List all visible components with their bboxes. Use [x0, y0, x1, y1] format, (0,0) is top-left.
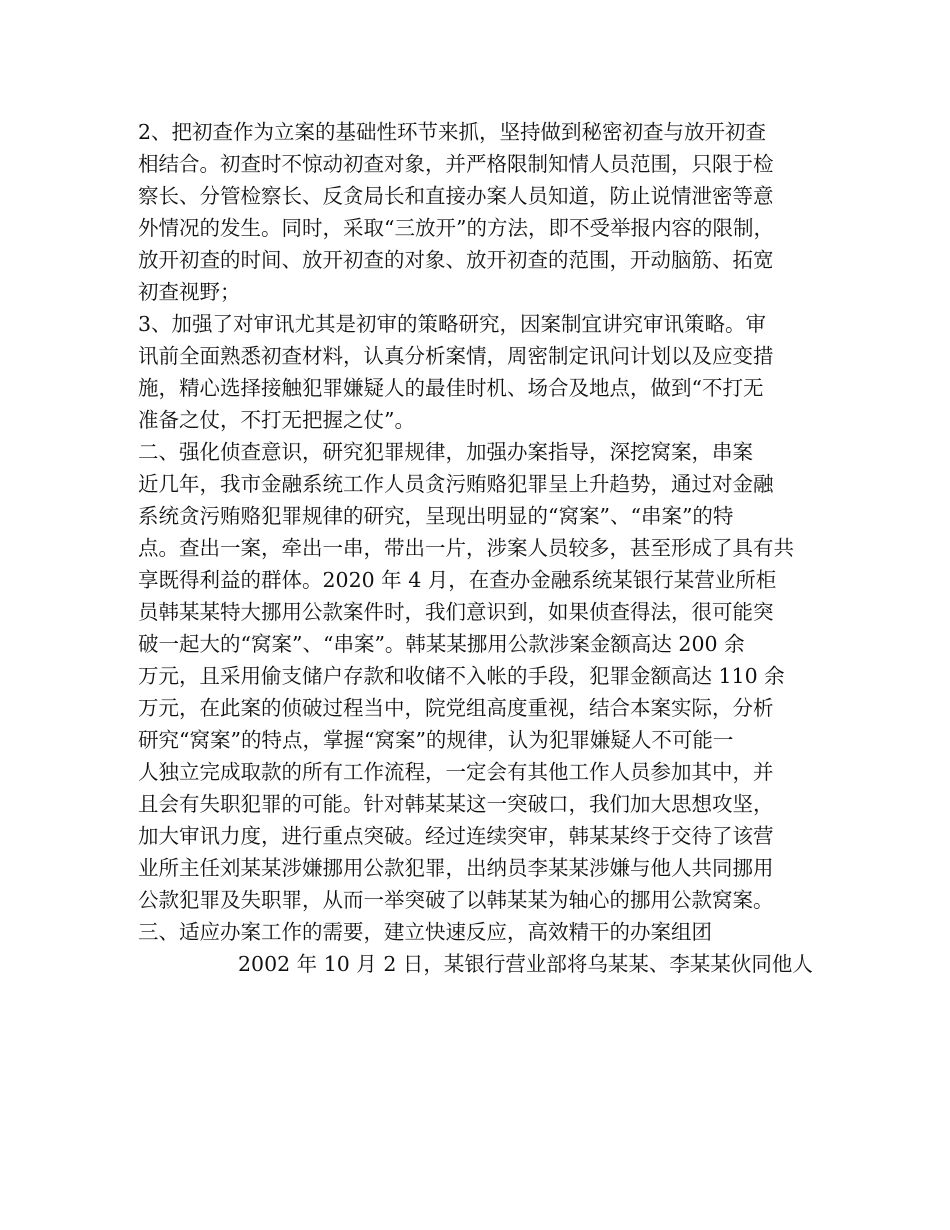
paragraph-line: 3、加强了对审讯尤其是初审的策略研究，因案制宜讲究审讯策略。审: [138, 312, 767, 336]
paragraph-line: 察长、分管检察长、反贪局长和直接办案人员知道，防止说情泄密等意: [138, 184, 774, 208]
paragraph-line: 且会有失职犯罪的可能。针对韩某某这一突破口，我们加大思想攻坚，: [138, 792, 774, 816]
paragraph-line: 点。查出一案，牵出一串，带出一片，涉案人员较多，甚至形成了具有共: [138, 536, 794, 560]
paragraph-line: 放开初查的时间、放开初查的对象、放开初查的范围，开动脑筋、拓宽: [138, 248, 774, 272]
paragraph-line: 讯前全面熟悉初查材料，认真分析案情，周密制定讯问计划以及应变措: [138, 344, 774, 368]
section-heading: 二、强化侦查意识，研究犯罪规律，加强办案指导，深挖窝案，串案: [138, 440, 753, 464]
paragraph-line: 外情况的发生。同时，采取“三放开”的方法，即不受举报内容的限制，: [138, 216, 774, 240]
paragraph-line: 业所主任刘某某涉嫌挪用公款犯罪，出纳员李某某涉嫌与他人共同挪用: [138, 856, 774, 880]
paragraph-line: 人独立完成取款的所有工作流程，一定会有其他工作人员参加其中，并: [138, 760, 774, 784]
paragraph-line: 施，精心选择接触犯罪嫌疑人的最佳时机、场合及地点，做到“不打无: [138, 376, 764, 400]
paragraph-line: 近几年，我市金融系统工作人员贪污贿赂犯罪呈上升趋势，通过对金融: [138, 472, 774, 496]
paragraph-line: 研究“窝案”的特点，掌握“窝案”的规律，认为犯罪嫌疑人不可能一: [138, 728, 734, 752]
paragraph-line: 系统贪污贿赂犯罪规律的研究，呈现出明显的“窝案”、“串案”的特: [138, 504, 734, 528]
paragraph-line: 破一起大的“窝案”、“串案”。韩某某挪用公款涉案金额高达 200 余: [138, 632, 745, 656]
section-heading: 三、适应办案工作的需要，建立快速反应，高效精干的办案组团: [138, 920, 712, 944]
paragraph-line: 相结合。初查时不惊动初查对象，并严格限制知情人员范围，只限于检: [138, 152, 774, 176]
paragraph-line: 万元，且采用偷支储户存款和收储不入帐的手段，犯罪金额高达 110 余: [138, 664, 785, 688]
paragraph-line: 加大审讯力度，进行重点突破。经过连续突审，韩某某终于交待了该营: [138, 824, 774, 848]
paragraph-line: 2002 年 10 月 2 日，某银行营业部将乌某某、李某某伙同他人: [238, 952, 813, 976]
paragraph-line: 享既得利益的群体。2020 年 4 月，在查办金融系统某银行某营业所柜: [138, 568, 777, 592]
paragraph-line: 员韩某某特大挪用公款案件时，我们意识到，如果侦查得法，很可能突: [138, 600, 774, 624]
paragraph-line: 2、把初查作为立案的基础性环节来抓，坚持做到秘密初查与放开初查: [138, 120, 767, 144]
paragraph-line: 初查视野；: [138, 280, 241, 304]
paragraph-line: 公款犯罪及失职罪，从而一举突破了以韩某某为轴心的挪用公款窝案。: [138, 888, 774, 912]
paragraph-line: 准备之仗，不打无把握之仗”。: [138, 408, 415, 432]
paragraph-line: 万元，在此案的侦破过程当中，院党组高度重视，结合本案实际，分析: [138, 696, 774, 720]
